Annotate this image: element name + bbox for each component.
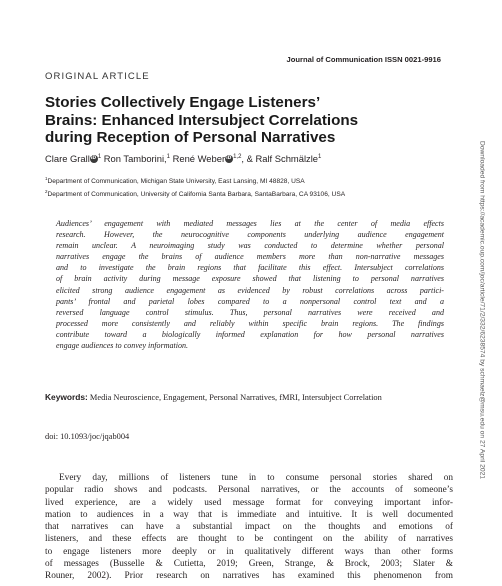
abstract-line: remain unclear. A neuroimaging study was conducted to determine whether personal [56, 241, 444, 251]
title-line: Stories Collectively Engage Listeners’ [45, 94, 321, 111]
body-line: mation to audiences in a way that is immediate and intuitive. It is well documented [45, 509, 453, 520]
abstract-line: narratives engage the brains of audience members more than non-narrative messages [56, 252, 444, 262]
author-affil-marker: 1 [318, 154, 322, 160]
body-line: popular radio shows and podcasts. Personal narratives, or the accounts of someone’s [45, 485, 453, 496]
abstract-line: engage audiences to convey information. [56, 341, 189, 351]
doi-link[interactable]: doi: 10.1093/joc/jqab004 [45, 432, 130, 441]
abstract-line: contribute toward a biologically informed explanation for how personal narratives [56, 329, 444, 339]
abstract [56, 218, 444, 351]
affiliation [45, 176, 305, 185]
body-line: listeners, and these effects are thought to be contingent on the ability of narratives [45, 534, 453, 545]
abstract-line: and to investigate the brain regions that facilitate this effect. Intersubject correlations [56, 263, 444, 273]
body-line: of messages (Busselle & Cutietta, 2019; Green, Strange, & Brock, 2003; Slater & [45, 558, 453, 569]
affiliation-text: Department of Communication, Michigan State University, East Lansing, MI 48828, USA [47, 178, 305, 185]
abstract-line: processed more consistently and reliably within specific brain regions. The findings [56, 318, 444, 328]
body-line: Every day, millions of listeners tune in to consume personal stories shared on [59, 473, 453, 483]
orcid-icon[interactable] [225, 155, 233, 163]
body-line: Rouner, 2002). Prior research on narratives has examined this phenomenon from [45, 571, 453, 581]
author-name[interactable]: , & Ralf Schmälzle [241, 153, 319, 164]
title-line: Brains: Enhanced Intersubject Correlations [45, 111, 359, 129]
article-title [45, 94, 445, 147]
abstract-line: elicited strong audience engagement as evidenced by robust correlations across partici- [56, 285, 444, 295]
author-name[interactable]: Clare Grall [45, 153, 90, 164]
affiliation-number: 2 [45, 189, 48, 194]
download-watermark: Downloaded from https://academic.oup.com/joc/article/71/2/332/6238574 by schmaelz@msu.edu on 27 April 2021 [478, 140, 486, 480]
author-name[interactable]: Ron Tamborini, [103, 153, 167, 164]
affiliation [45, 189, 345, 198]
author-affil-marker: 1,2 [233, 154, 242, 160]
affiliation-number: 1 [45, 176, 48, 181]
body-line: that narratives can have a substantial impact on the thoughts and emotions of [45, 522, 453, 532]
keywords-label: Keywords: [45, 392, 88, 402]
article-type-label: ORIGINAL ARTICLE [45, 71, 150, 82]
affiliation-text: Department of Communication, University of California Santa Barbara, SantaBarbara, CA 93106, USA [47, 191, 346, 198]
journal-header: Journal of Communication ISSN 0021-9916 [286, 55, 441, 64]
body-paragraph [45, 472, 453, 582]
author-name[interactable]: René Weber [172, 153, 226, 164]
abstract-line: reversed language control stimulus. Thus, personal narratives were received and [56, 307, 444, 317]
author-list [45, 153, 321, 164]
abstract-line: Audiences’ engagement with mediated messages lies at the center of media effects [56, 219, 444, 228]
author-affil-marker: 1 [166, 154, 170, 160]
body-line: to engage listeners more deeply or in qualitatively different ways than other forms [45, 546, 453, 557]
author-affil-marker: 1 [97, 154, 102, 160]
keywords [45, 392, 445, 404]
orcid-icon[interactable] [90, 155, 98, 163]
body-line: lived experience, are a widely used message format for conveying important infor- [45, 497, 453, 508]
keywords-text: Media Neuroscience, Engagement, Personal Narratives, fMRI, Intersubject Correlation [87, 393, 382, 402]
title-line: during Reception of Personal Narratives [45, 129, 336, 146]
abstract-line: pants’ frontal and parietal lobes compared to a nonpersonal control text and a [56, 296, 444, 306]
abstract-line: research. However, the neurocognitive components underlying audience engagement [56, 230, 444, 240]
abstract-line: of brain activity during message exposure showed that listening to personal narratives [56, 274, 444, 284]
